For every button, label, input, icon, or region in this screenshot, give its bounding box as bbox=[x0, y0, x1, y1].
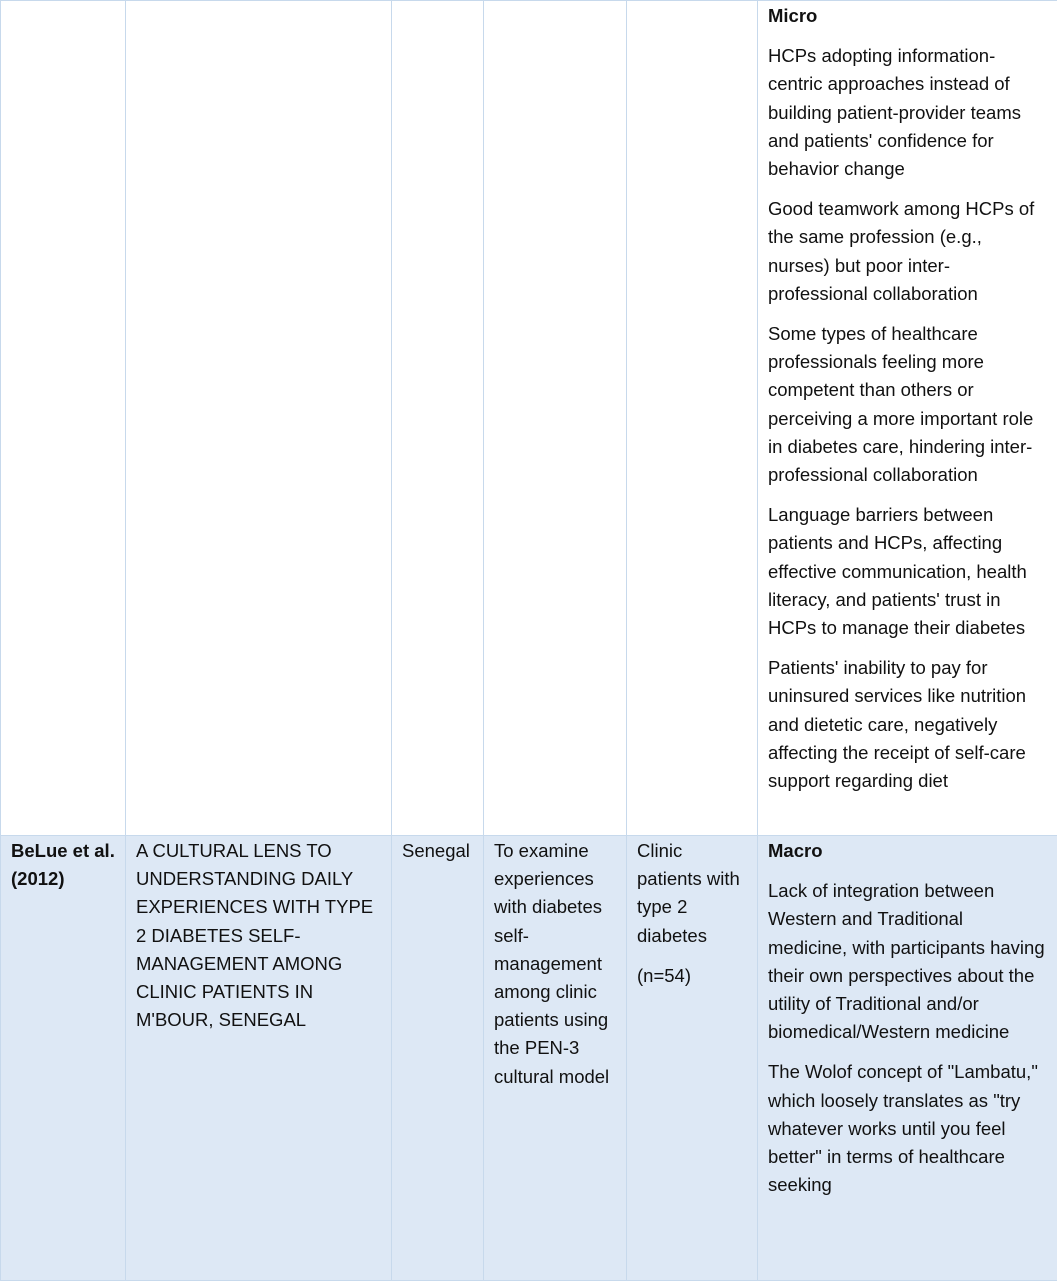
study-population: Clinic patients with type 2 diabetes bbox=[637, 837, 747, 950]
table-row bbox=[1, 836, 1057, 1281]
table-row bbox=[1, 1, 1057, 836]
population-cell bbox=[627, 836, 758, 1281]
finding-item: Patients' inability to pay for uninsured services like nutrition and dietetic care, negatively affecting the receipt of self-care support regarding diet bbox=[768, 654, 1047, 795]
author-cell bbox=[1, 1, 126, 836]
country-cell bbox=[392, 1, 484, 836]
aim-cell bbox=[484, 836, 627, 1281]
study-sample-size: (n=54) bbox=[637, 962, 747, 990]
title-cell bbox=[126, 1, 392, 836]
author-cell bbox=[1, 836, 126, 1281]
level-heading-macro: Macro bbox=[768, 837, 1047, 865]
findings-cell bbox=[758, 1, 1057, 836]
study-title: A CULTURAL LENS TO UNDERSTANDING DAILY EXPERIENCES WITH TYPE 2 DIABETES SELF-MANAGEMENT AMONG CLINIC PATIENTS IN M'BOUR, SENEGAL bbox=[136, 837, 381, 1034]
study-aim: To examine experiences with diabetes self-management among clinic patients using the PEN-3 cultural model bbox=[494, 837, 616, 1091]
finding-item: Good teamwork among HCPs of the same profession (e.g., nurses) but poor inter-professional collaboration bbox=[768, 195, 1047, 308]
findings-cell bbox=[758, 836, 1057, 1281]
study-author: BeLue et al. (2012) bbox=[11, 837, 115, 893]
aim-cell bbox=[484, 1, 627, 836]
title-cell bbox=[126, 836, 392, 1281]
level-heading-micro: Micro bbox=[768, 2, 1047, 30]
finding-item: HCPs adopting information-centric approaches instead of building patient-provider teams and patients' confidence for behavior change bbox=[768, 42, 1047, 183]
finding-item: The Wolof concept of "Lambatu," which loosely translates as "try whatever works until you feel better" in terms of healthcare seeking bbox=[768, 1058, 1047, 1199]
finding-item: Some types of healthcare professionals feeling more competent than others or perceiving a more important role in diabetes care, hindering inter-professional collaboration bbox=[768, 320, 1047, 489]
finding-item: Lack of integration between Western and Traditional medicine, with participants having their own perspectives about the utility of Traditional and/or biomedical/Western medicine bbox=[768, 877, 1047, 1046]
population-cell bbox=[627, 1, 758, 836]
study-country: Senegal bbox=[402, 837, 473, 865]
finding-item: Language barriers between patients and HCPs, affecting effective communication, health literacy, and patients' trust in HCPs to manage their diabetes bbox=[768, 501, 1047, 642]
country-cell bbox=[392, 836, 484, 1281]
